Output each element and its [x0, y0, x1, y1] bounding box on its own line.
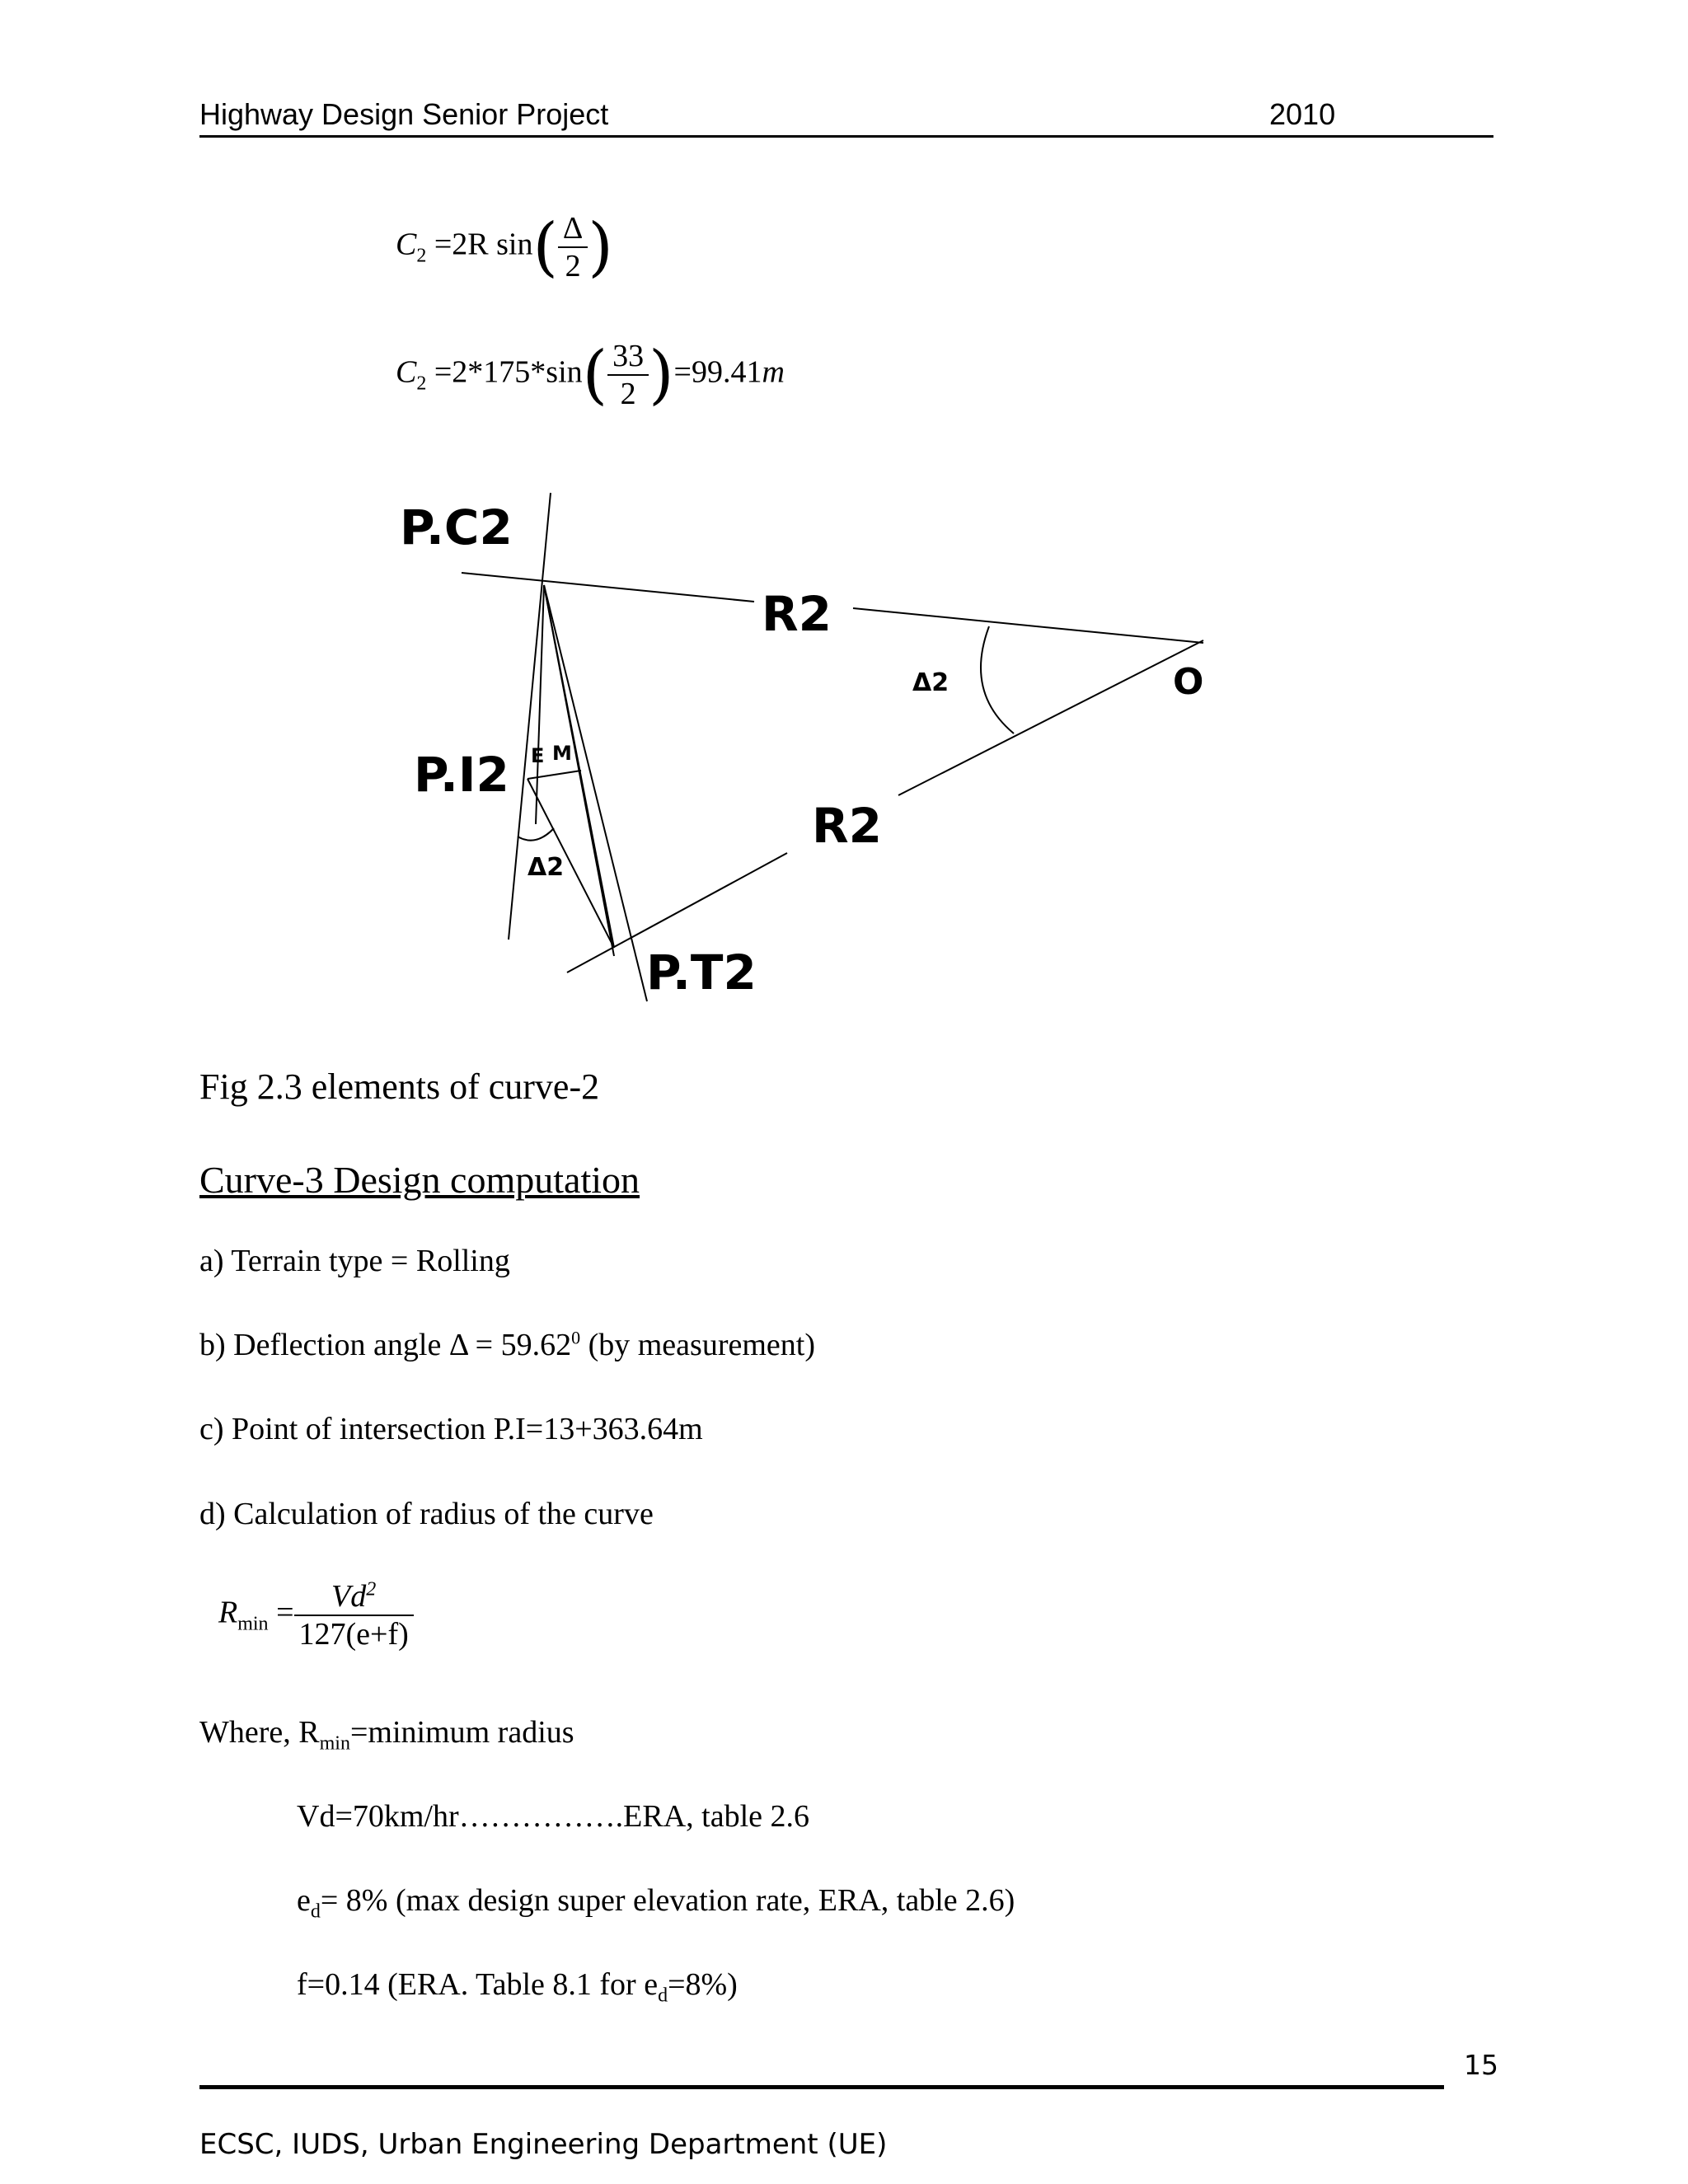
header-year: 2010 [1269, 97, 1336, 131]
rmin-num: Vd [331, 1579, 367, 1614]
rmin-fraction [294, 1578, 414, 1652]
where-sub: min [319, 1732, 350, 1755]
c2-value-unit: m [762, 354, 785, 390]
curve-diagram [0, 0, 1688, 1038]
radius-line-top-a [462, 573, 754, 602]
item-deflection [199, 1327, 815, 1363]
f-prefix: f=0.14 (ERA. Table 8.1 for e [297, 1967, 659, 2002]
figure-caption: Fig 2.3 elements of curve-2 [199, 1066, 600, 1107]
ed-tail: = 8% (max design super elevation rate, ERA, table 2.6) [320, 1883, 1015, 1918]
header-title: Highway Design Senior Project [199, 97, 609, 131]
c2-value: $C_2 =2*175*\sin$( $\frac{33}{2}$ )=99.41m [396, 338, 785, 412]
f-line [297, 1966, 738, 2008]
c2-value-result: =99.41 [673, 354, 762, 390]
rmin-num-sup: 2 [366, 1578, 377, 1601]
label-pt: P.T2 [646, 944, 757, 1001]
c2-formula-lhs: C [396, 227, 417, 262]
rmin-den: 127(e+f) [298, 1617, 409, 1652]
c2-value-lhs-sub: 2 [416, 373, 427, 395]
label-e: E [531, 744, 545, 767]
rmin-equation [218, 1578, 414, 1652]
chord-line-4 [536, 585, 544, 824]
delta-arc-pi [518, 828, 554, 841]
c2-formula-den: 2 [565, 249, 581, 284]
item-deflection-sup: 0 [571, 1327, 581, 1348]
vd-line: Vd=70km/hr…………….ERA, table 2.6 [297, 1799, 809, 1834]
label-delta-pi: Δ2 [528, 853, 565, 882]
f-tail: =8%) [668, 1967, 738, 2002]
rmin-equals: = [276, 1595, 294, 1630]
pi-mid-line [528, 771, 581, 779]
where-tail: =minimum radius [349, 1715, 574, 1750]
chord-line-1 [544, 585, 647, 1001]
section-title: Curve-3 Design computation [199, 1159, 640, 1201]
c2-value-middle: =2*175*sin [434, 354, 583, 390]
label-m: M [552, 742, 572, 765]
where-prefix: Where, R [199, 1715, 320, 1750]
item-deflection-tail: (by measurement) [580, 1328, 815, 1362]
footer-rule [199, 2085, 1444, 2089]
ed-line [297, 1882, 1015, 1924]
label-pi: P.I2 [414, 747, 509, 803]
footer-text: ECSC, IUDS, Urban Engineering Department (UE) [199, 2128, 888, 2161]
c2-formula-lhs-sub: 2 [416, 245, 427, 267]
label-r-top: R2 [762, 586, 832, 642]
item-pi: c) Point of intersection P.I=13+363.64m [199, 1412, 703, 1446]
c2-value-lhs: C [396, 354, 417, 390]
ed-prefix: e [297, 1883, 311, 1918]
ed-sub: d [310, 1900, 321, 1923]
item-deflection-text: b) Deflection angle Δ = 59.62 [199, 1328, 572, 1362]
rmin-num-wrap [294, 1578, 414, 1616]
where-line [199, 1714, 574, 1755]
rmin-lhs-sub: min [237, 1613, 269, 1635]
c2-formula-num: Δ [558, 210, 588, 248]
radius-line-top-b [853, 608, 1203, 643]
c2-formula-middle: =2R sin [434, 227, 533, 262]
page-number: 15 [1464, 2049, 1498, 2081]
label-pc: P.C2 [400, 499, 513, 555]
item-terrain: a) Terrain type = Rolling [199, 1244, 510, 1278]
delta-arc-o [981, 626, 1014, 733]
label-center: O [1173, 661, 1204, 703]
rmin-lhs: R [218, 1595, 238, 1630]
c2-value-num: 33 [607, 338, 649, 376]
label-delta-o: Δ2 [912, 668, 950, 697]
radius-line-bottom-a [898, 640, 1203, 795]
f-sub: d [658, 1985, 668, 2007]
label-r-bottom: R2 [812, 798, 883, 854]
c2-value-den: 2 [620, 377, 636, 411]
c2-formula: $C_2 =2R$ sin( $\frac{\Delta}{2}$ ) [396, 210, 613, 284]
item-radius: d) Calculation of radius of the curve [199, 1497, 654, 1531]
